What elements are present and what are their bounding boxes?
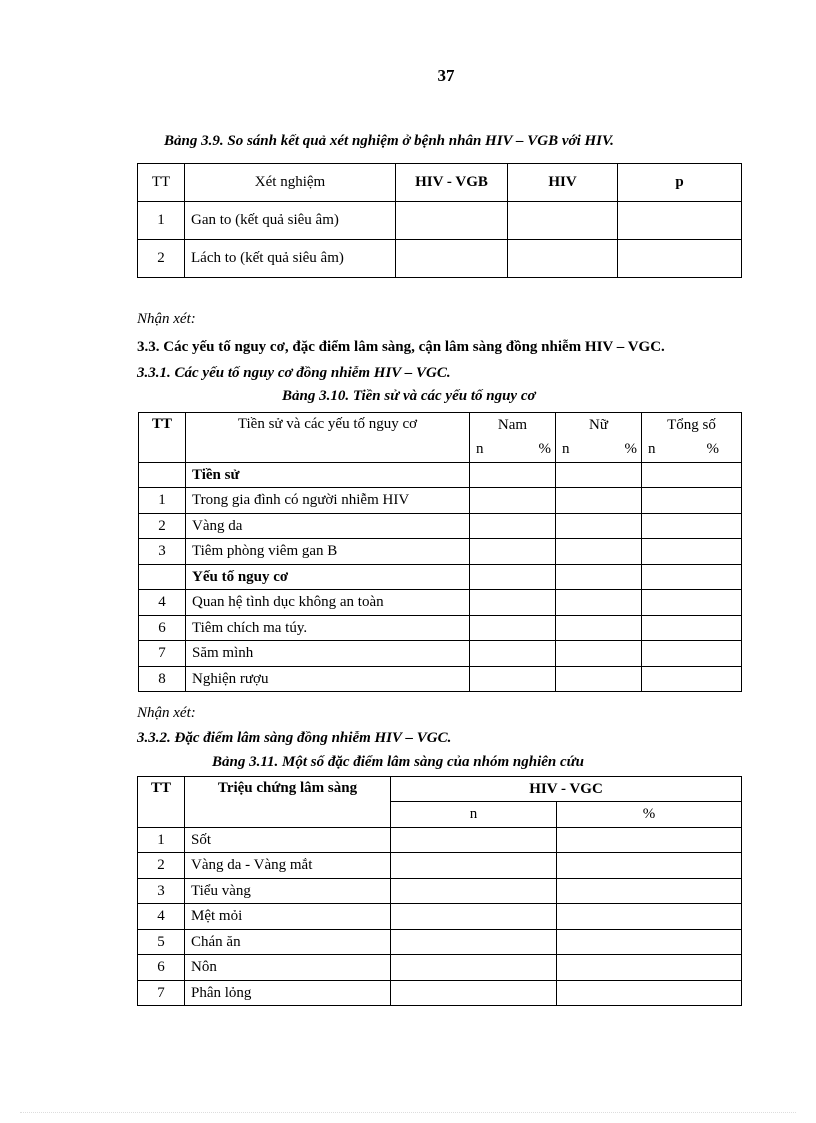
header-total: Tổng số (642, 413, 742, 438)
row-name: Quan hệ tình dục không an toàn (186, 590, 470, 616)
table-row (139, 539, 742, 565)
row-name: Vàng da (186, 514, 470, 539)
empty-cell (139, 463, 186, 488)
header-tt: TT (138, 777, 185, 828)
n-label: n (476, 441, 484, 458)
row-name: Lách to (kết quả siêu âm) (185, 240, 396, 278)
row-name: Săm mình (186, 641, 470, 667)
header-pct: % (557, 802, 742, 828)
row-tt: 1 (138, 828, 185, 853)
header-history: Tiền sử và các yếu tố nguy cơ (186, 413, 470, 463)
note-1: Nhận xét: (137, 311, 196, 327)
header-male: Nam (470, 413, 556, 438)
row-tt: 2 (138, 240, 185, 278)
section-3-3-heading: 3.3. Các yếu tố nguy cơ, đặc điểm lâm sàng, cận lâm sàng đồng nhiễm HIV – VGC. (137, 339, 665, 355)
header-n: n (391, 802, 557, 828)
n-label: n (648, 441, 656, 458)
table-3-10 (138, 412, 742, 692)
row-tt: 4 (139, 590, 186, 616)
n-label: n (562, 441, 570, 458)
row-name: Phân lỏng (185, 981, 391, 1006)
n-pct-cell (470, 438, 556, 463)
header-hiv: HIV (508, 164, 618, 202)
table-3-9-caption: Bảng 3.9. So sánh kết quả xét nghiệm ở bệnh nhân HIV – VGB với HIV. (164, 133, 614, 149)
section-3-3-2-heading: 3.3.2. Đặc điểm lâm sàng đồng nhiễm HIV – VGC. (137, 730, 452, 746)
header-tt: TT (138, 164, 185, 202)
row-tt: 5 (138, 930, 185, 955)
pct-label: % (624, 441, 637, 458)
note-2: Nhận xét: (137, 705, 196, 721)
table-row (138, 828, 742, 853)
row-name: Tiêm chích ma túy. (186, 616, 470, 641)
group-risk-factors: Yếu tố nguy cơ (186, 565, 470, 590)
table-row (138, 202, 742, 240)
empty-cell (618, 240, 742, 278)
table-row (138, 853, 742, 879)
row-name: Trong gia đình có người nhiễm HIV (186, 488, 470, 514)
empty-cell (618, 202, 742, 240)
header-symptoms: Triệu chứng lâm sàng (185, 777, 391, 828)
table-row (138, 904, 742, 930)
table-row (138, 240, 742, 278)
table-row (139, 488, 742, 514)
table-3-10-caption: Bảng 3.10. Tiền sử và các yếu tố nguy cơ (282, 388, 536, 404)
row-tt: 3 (139, 539, 186, 565)
row-name: Gan to (kết quả siêu âm) (185, 202, 396, 240)
header-test: Xét nghiệm (185, 164, 396, 202)
row-name: Nghiện rượu (186, 667, 470, 692)
empty-cell (396, 240, 508, 278)
table-row (139, 641, 742, 667)
header-tt: TT (139, 413, 186, 463)
row-tt: 2 (139, 514, 186, 539)
header-hiv-vgc: HIV - VGC (391, 777, 742, 802)
empty-cell (508, 202, 618, 240)
table-row (139, 590, 742, 616)
row-tt: 7 (139, 641, 186, 667)
row-name: Mệt mỏi (185, 904, 391, 930)
row-tt: 3 (138, 879, 185, 904)
table-row (138, 930, 742, 955)
row-tt: 6 (138, 955, 185, 981)
row-tt: 1 (138, 202, 185, 240)
pct-label: % (706, 441, 719, 458)
row-tt: 4 (138, 904, 185, 930)
header-female: Nữ (556, 413, 642, 438)
table-3-11 (137, 776, 742, 1006)
table-row (139, 514, 742, 539)
empty-cell (139, 565, 186, 590)
header-p: p (618, 164, 742, 202)
pct-label: % (538, 441, 551, 458)
table-row (138, 955, 742, 981)
row-name: Tiểu vàng (185, 879, 391, 904)
section-3-3-1-heading: 3.3.1. Các yếu tố nguy cơ đồng nhiễm HIV – VGC. (137, 365, 451, 381)
row-name: Nôn (185, 955, 391, 981)
page-bottom-divider (20, 1112, 796, 1113)
row-name: Vàng da - Vàng mắt (185, 853, 391, 879)
table-row (139, 616, 742, 641)
group-history: Tiền sử (186, 463, 470, 488)
empty-cell (396, 202, 508, 240)
row-tt: 6 (139, 616, 186, 641)
page-number: 37 (437, 66, 455, 85)
row-tt: 2 (138, 853, 185, 879)
row-tt: 8 (139, 667, 186, 692)
table-row (138, 879, 742, 904)
empty-cell (508, 240, 618, 278)
row-name: Chán ăn (185, 930, 391, 955)
table-3-9 (137, 163, 742, 278)
table-3-11-caption: Bảng 3.11. Một số đặc điểm lâm sàng của nhóm nghiên cứu (212, 754, 584, 770)
table-row (139, 667, 742, 692)
row-name: Sốt (185, 828, 391, 853)
header-hiv-vgb: HIV - VGB (396, 164, 508, 202)
row-tt: 7 (138, 981, 185, 1006)
n-pct-cell (642, 438, 742, 463)
table-row (138, 981, 742, 1006)
row-name: Tiêm phòng viêm gan B (186, 539, 470, 565)
row-tt: 1 (139, 488, 186, 514)
n-pct-cell (556, 438, 642, 463)
